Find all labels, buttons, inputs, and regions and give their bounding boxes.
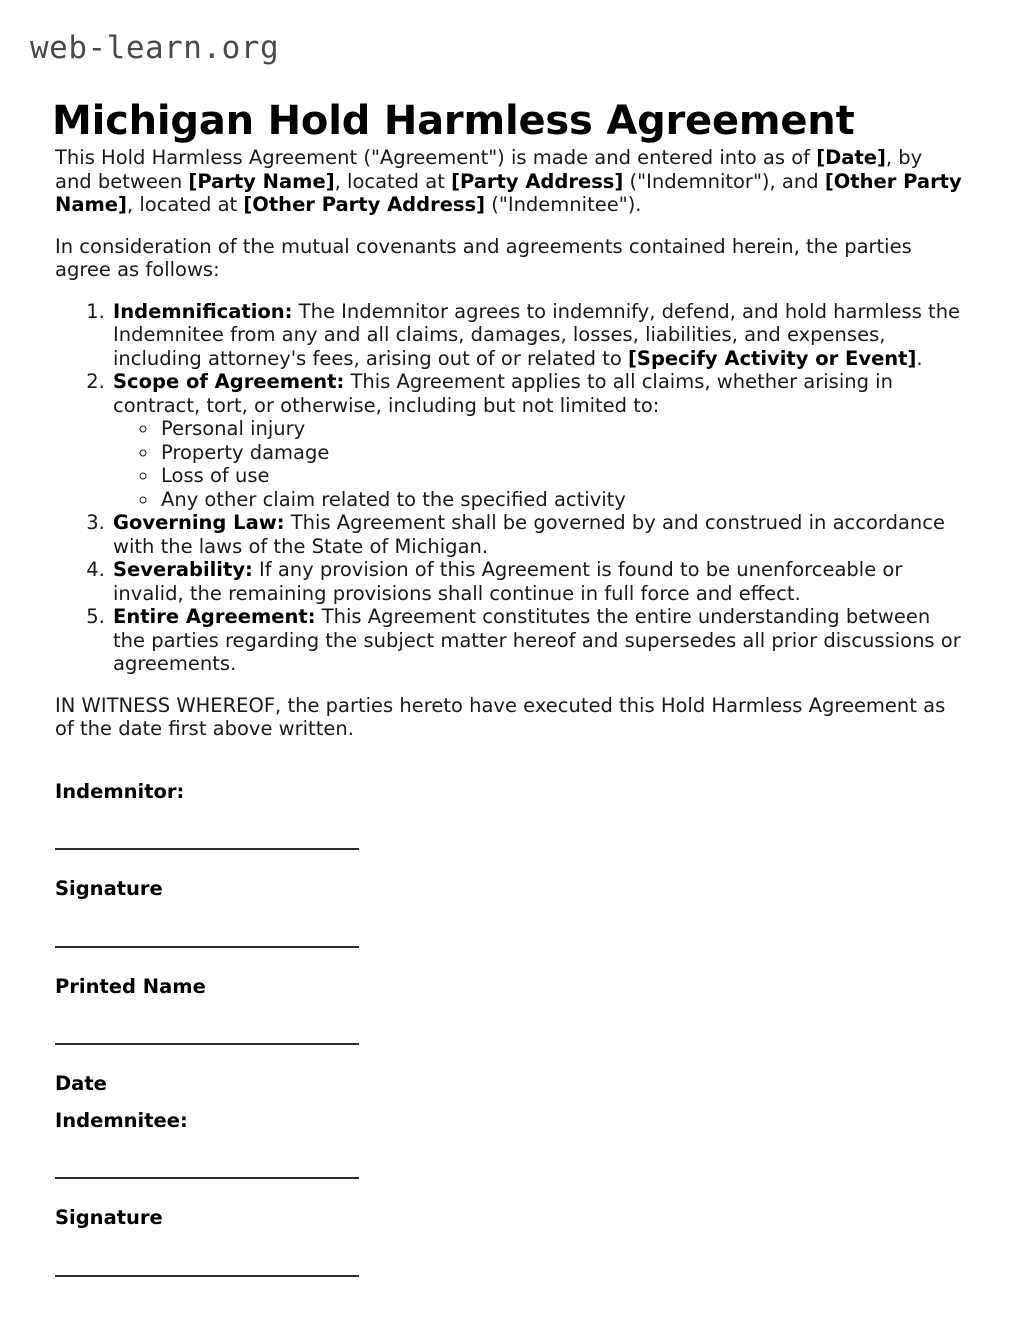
terms-list (55, 300, 963, 676)
term-heading-scope: Scope of Agreement: (113, 370, 345, 393)
indemnitee-heading: Indemnitee: (55, 1108, 188, 1132)
term-heading-severability: Severability: (113, 558, 253, 581)
term-heading-governing-law: Governing Law: (113, 511, 285, 534)
term-tail-indemnification: . (916, 346, 923, 370)
intro-text-1: This Hold Harmless Agreement ("Agreement") is made and entered into as of (55, 146, 817, 169)
term-text-governing-law: This Agreement shall be governed by and construed in accordance with the laws of the State of Michigan. (113, 511, 945, 558)
term-text-indemnification: The Indemnitor agrees to indemnify, defend, and hold harmless the Indemnitee from any and all claims, damages, losses, liabilities, and expenses, including attorney's fees, arising out of or related to (113, 299, 961, 370)
indemnitor-printed-name-label: Printed Name (55, 974, 206, 998)
spacer (55, 759, 963, 780)
term-text-scope: This Agreement applies to all claims, whether arising in contract, tort, or otherwise, including but not limited to: (113, 370, 893, 417)
intro-text-5: , located at (126, 193, 244, 216)
term-item-severability (111, 558, 963, 605)
intro-paragraph-parties (55, 146, 963, 217)
placeholder-other-party-name: [Other Party Name] (55, 169, 962, 216)
indemnitee-printed-name-line[interactable] (55, 1275, 359, 1277)
placeholder-party-name: [Party Name] (188, 169, 335, 193)
term-heading-indemnification: Indemnification: (113, 299, 293, 323)
term-item-scope (111, 370, 963, 511)
spacer (55, 1096, 963, 1109)
page-title: Michigan Hold Harmless Agreement (52, 97, 855, 144)
spacer (55, 901, 963, 946)
term-item-indemnification (111, 300, 963, 371)
indemnitee-signature-label: Signature (55, 1206, 163, 1229)
indemnitor-heading: Indemnitor: (55, 779, 185, 803)
spacer (55, 803, 963, 848)
term-text-severability: If any provision of this Agreement is found to be unenforceable or invalid, the remaining provisions shall continue in full force and effect. (113, 558, 903, 605)
list-item: ◦ Loss of use (159, 464, 963, 488)
spacer (55, 948, 963, 975)
signature-section (55, 759, 963, 1277)
document-body (55, 146, 963, 1277)
intro-text-4: ("Indemnitor"), and (623, 169, 825, 193)
indemnitor-date-label: Date (55, 1072, 107, 1095)
witness-paragraph: IN WITNESS WHEREOF, the parties hereto have executed this Hold Harmless Agreement as of the date first above written. (55, 693, 946, 740)
placeholder-party-address: [Party Address] (451, 169, 624, 193)
term-item-governing-law (111, 511, 963, 558)
placeholder-other-party-address: [Other Party Address] (243, 193, 486, 216)
placeholder-activity-or-event: [Specify Activity or Event] (628, 346, 917, 370)
spacer (55, 1179, 963, 1206)
term-item-entire-agreement (111, 605, 963, 676)
intro-text-6: ("Indemnitee"). (485, 193, 642, 216)
intro-text-2: , by and between (55, 146, 923, 193)
intro-text-3: , located at (334, 169, 452, 193)
spacer (55, 1132, 963, 1177)
list-item: ◦ Personal injury (159, 417, 963, 441)
consideration-paragraph: In consideration of the mutual covenants and agreements contained herein, the parties agree as follows: (55, 234, 912, 281)
term-text-entire-agreement: This Agreement constitutes the entire understanding between the parties regarding the subject matter hereof and supersedes all prior discussions or agreements. (113, 605, 961, 675)
list-item: ◦ Property damage (159, 441, 963, 465)
term-heading-entire-agreement: Entire Agreement: (113, 605, 316, 628)
spacer (55, 998, 963, 1043)
spacer (55, 1230, 963, 1275)
list-item: ◦ Any other claim related to the specified activity (159, 488, 963, 512)
site-watermark: web-learn.org (30, 30, 280, 66)
indemnitor-signature-label: Signature (55, 877, 163, 900)
spacer (55, 1045, 963, 1072)
placeholder-date: [Date] (816, 146, 886, 169)
scope-sublist (113, 417, 963, 511)
spacer (55, 850, 963, 877)
